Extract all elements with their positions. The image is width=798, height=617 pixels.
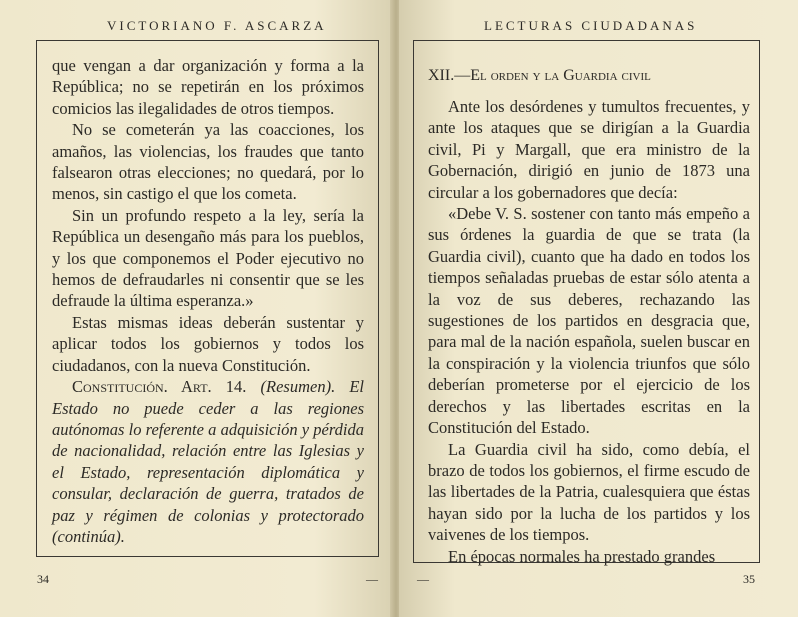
paragraph: Estas mismas ideas deberán sustentar y aplicar todos los gobiernos y todos los ciudadanos, con la nueva Constitución. [52,312,364,375]
paragraph: «Debe V. S. sostener con tanto más empeño a sus órdenes la guardia de que se trata (la Guardia civil), cuanto que ha dado en todos los tiempos señaladas pruebas de estar sólo atenta a la voz de sus deberes, rechazando las sugestiones de los partidos en desgracia que, para mal de la nación española, suelen buscar en la conspiración y la violencia triunfos que sólo deberían prometerse por el ejercicio de los derechos y las libertades escritas en la Constitución del Estado. [428,204,750,438]
paragraph: En épocas normales ha prestado grandes [448,546,716,566]
section-title: El orden y la Guardia civil [470,67,651,84]
section-heading [428,67,651,85]
left-page [0,0,393,617]
page-number-left: 34 [37,572,49,586]
right-page [399,0,798,617]
paragraph: que vengan a dar organización y forma a la República; no se repetirán en los próximos comicios las ilegalidades de otros tiempos. [52,56,364,118]
paragraph: La Guardia civil ha sido, como debía, el brazo de todos los gobiernos, el firme escudo de las libertades de la Patria, cualesquiera que éstas hayan sido por la lucha de los partidos y los vaivenes de los tiempos. [428,439,750,545]
constitution-label: Constitución. [72,377,168,397]
paragraph: Ante los desórdenes y tumultos frecuentes, y ante los ataques que se dirigían a la Guardia civil, Pi y Margall, que era ministro de la Gobernación, dirigió en junio de 1873 una circular a los gobernadores que decía: [428,97,750,202]
paragraph: Sin un profundo respeto a la ley, sería la República un desengaño más para los pueblos, y los que componemos el Poder ejecutivo no hemos de defraudarles ni consentir que se les defraude la última esperanza.» [52,205,364,311]
running-head-left: VICTORIANO F. ASCARZA [107,18,327,33]
paragraph: No se cometerán ya las coacciones, los amaños, las violencias, los fraudes que tanto falsearon otras elecciones; no quedará, por lo menos, sin castigo el que los cometa. [52,120,364,204]
running-head-right: LECTURAS CIUDADANAS [484,18,698,33]
page-number-right: 35 [743,572,755,586]
section-number: XII.— [428,67,471,84]
left-body-text [52,55,364,547]
constitution-paragraph [52,376,364,547]
constitution-article: Art. 14. [167,377,261,397]
constitution-body: (Resumen). El Estado no puede ceder a las regiones autónomas lo referente a adquisición y pérdida de nacionalidad, relación entre las Iglesias y el Estado, representación diplomática y consular, declaración de guerra, tratados de paz y régimen de colonias y protectorado (continúa). [52,377,364,546]
right-body-text [428,96,750,567]
footer-mark-left: — [366,572,378,586]
footer-mark-right: — [417,572,429,586]
